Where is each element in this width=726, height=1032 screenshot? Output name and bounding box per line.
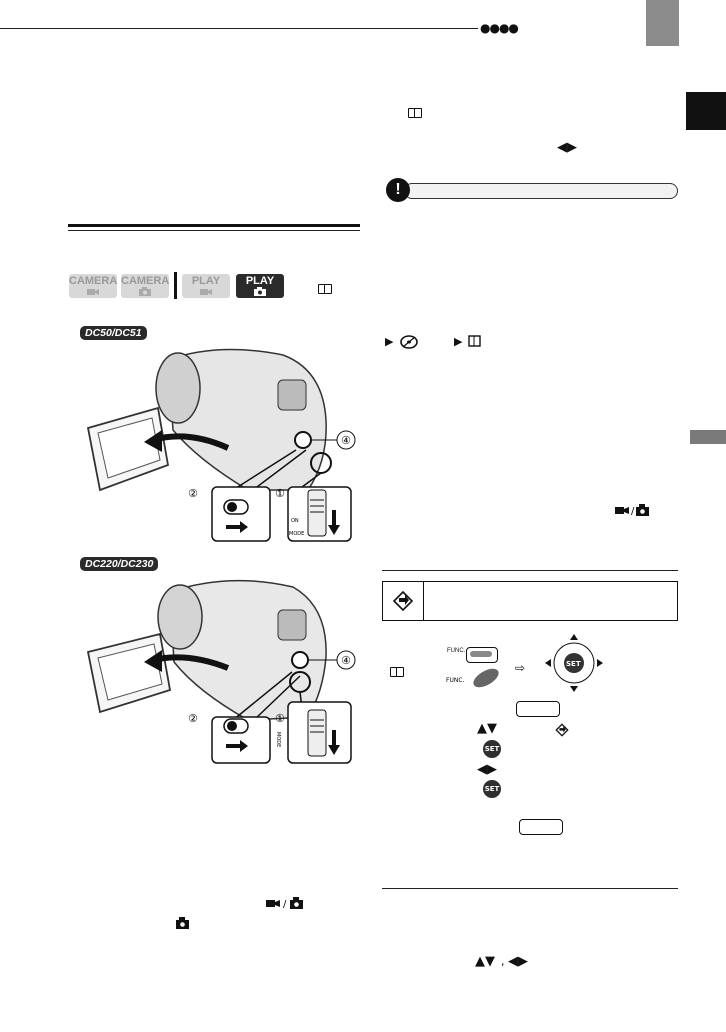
- step-1-marker: ①: [275, 487, 285, 500]
- joystick-set-icon[interactable]: [544, 632, 604, 694]
- step-1-marker: ①: [275, 712, 285, 725]
- left-right-arrows-icon: ◀▶: [508, 954, 528, 969]
- set-label: SET: [566, 660, 581, 668]
- up-down-arrows-icon: ▲▼: [477, 721, 497, 736]
- book-icon: [318, 284, 332, 294]
- func-button[interactable]: [447, 647, 498, 663]
- movie-photo-icons: [614, 504, 650, 516]
- camcorder-illustration-1: [78, 340, 363, 545]
- left-right-arrows-icon: ◀▶: [557, 140, 577, 155]
- chapter-tab: [646, 0, 679, 46]
- model-tag-dc220: DC220/DC230: [80, 557, 158, 571]
- book-icon: [468, 335, 482, 348]
- up-down-arrows-icon: ▲▼: [475, 954, 495, 969]
- camera-icon: [139, 287, 151, 296]
- arrow-right-outline-icon: ⇨: [515, 661, 526, 675]
- func-lever-icon: [446, 668, 502, 688]
- mode-camera-movie: [69, 274, 117, 298]
- camcorder-illustration-2: [78, 572, 363, 777]
- set-button[interactable]: SET: [483, 740, 501, 758]
- mode-label: CAMERA: [69, 275, 118, 287]
- section-heading-rule: [68, 230, 360, 231]
- function-table: [382, 581, 678, 621]
- language-tab: [686, 92, 726, 130]
- mode-divider: [174, 272, 177, 299]
- mode-label-switch: MODE: [289, 531, 305, 537]
- step-2-marker: ②: [188, 712, 198, 725]
- camera-icon: [175, 917, 191, 929]
- on-label: ON: [291, 518, 299, 524]
- func-button-outline[interactable]: [519, 819, 563, 835]
- book-icon: [408, 108, 422, 118]
- section-side-tab: [690, 430, 726, 444]
- slash-separator: ,: [501, 955, 505, 968]
- mode-label-switch: MODE: [275, 732, 281, 748]
- caution-icon: !: [386, 178, 410, 202]
- mode-camera-photo: [121, 274, 169, 298]
- func-label: FUNC.: [447, 648, 466, 654]
- mode-play-movie: [182, 274, 230, 298]
- image-transition-icon: [555, 723, 569, 737]
- mode-label: CAMERA: [121, 275, 170, 287]
- section-heading-bar: [68, 224, 360, 227]
- image-transition-icon: [392, 590, 414, 612]
- model-tag-dc50: DC50/DC51: [80, 326, 147, 340]
- movie-photo-icons: [265, 897, 305, 909]
- play-arrow-icon: ▶: [454, 335, 463, 348]
- movie-icon: [87, 287, 99, 296]
- rule-lower: [382, 888, 678, 889]
- func-label: FUNC.: [446, 677, 465, 684]
- mode-label: PLAY: [191, 275, 221, 287]
- set-button[interactable]: SET: [483, 780, 501, 798]
- mode-label: PLAY: [245, 275, 275, 287]
- svg-text:/: /: [631, 506, 635, 516]
- mode-play-photo: [236, 274, 284, 298]
- left-right-arrows-icon: ◀▶: [477, 762, 497, 777]
- camera-icon: [254, 287, 266, 296]
- disc-icon: [400, 334, 418, 350]
- rule-upper: [382, 570, 678, 571]
- step-4-marker: ④: [341, 654, 351, 667]
- play-arrow-icon: ▶: [385, 335, 394, 348]
- caution-bar: [404, 183, 678, 199]
- movie-icon: [200, 287, 212, 296]
- header-rule: [0, 28, 478, 29]
- step-4-marker: ④: [341, 434, 351, 447]
- header-dots: ●●●●: [480, 21, 518, 35]
- function-table-icon-cell: [383, 582, 424, 620]
- func-button-face: [470, 651, 492, 657]
- func-button-outline[interactable]: [516, 701, 560, 717]
- step-2-marker: ②: [188, 487, 198, 500]
- book-icon: [390, 667, 404, 677]
- svg-text:/: /: [283, 899, 287, 909]
